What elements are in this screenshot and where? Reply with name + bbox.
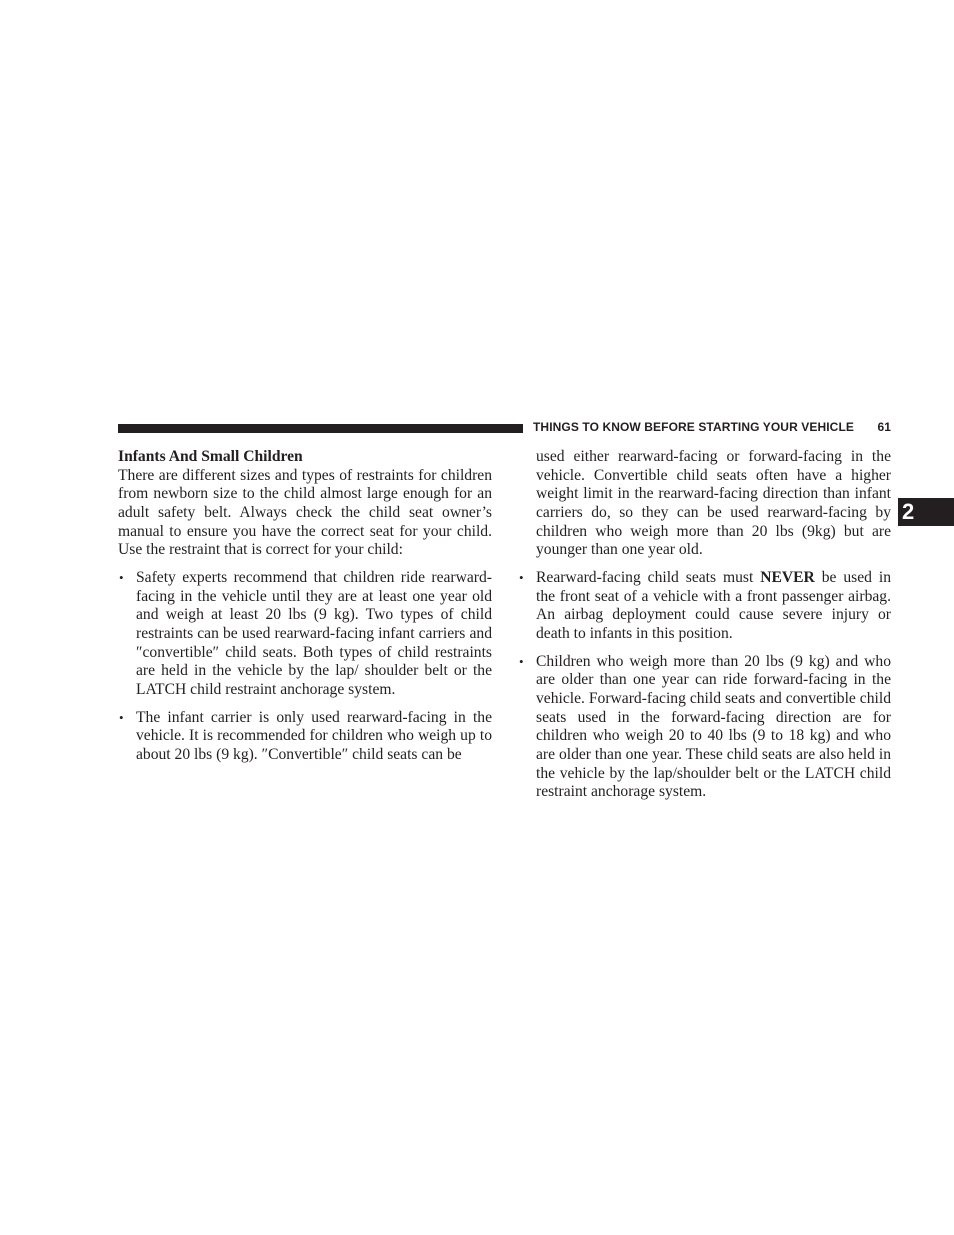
bullet-icon: •	[519, 653, 524, 669]
bullet-icon: •	[519, 569, 524, 585]
running-header-title: THINGS TO KNOW BEFORE STARTING YOUR VEHICLE	[533, 420, 854, 434]
bullet-icon: •	[119, 569, 124, 585]
right-bullet-list	[518, 569, 891, 802]
list-item	[518, 653, 891, 802]
list-item	[518, 569, 891, 644]
continued-paragraph: used either rearward-facing or forward-facing in the vehicle. Convertible child seats often have a higher weight limit in the rearward-facing direction than infant carriers do, so they can be used rearward-facing by children who weigh more than 20 lbs (9kg) but are younger than one year old.	[536, 448, 891, 559]
list-item-text: Children who weigh more than 20 lbs (9 kg) and who are older than one year can ride forward-facing in the vehicle. Forward-facing child seats and convertible child seats used in the forward-facing direction are for children who weigh 20 to 40 lbs (9 to 18 kg) and who are older than one year. These child seats are also held in the vehicle by the lap/shoulder belt or the LATCH child restraint anchorage system.	[536, 652, 891, 801]
running-header	[533, 420, 891, 435]
chapter-tab: 2	[898, 498, 954, 526]
list-item-text-before: Rearward-facing child seats must	[536, 568, 761, 586]
list-item-text: The infant carrier is only used rearward-facing in the vehicle. It is recommended for children who weigh up to about 20 lbs (9 kg). ″Convertible″ child seats can be	[136, 708, 492, 763]
bullet-icon: •	[119, 709, 124, 725]
list-item	[118, 709, 492, 765]
section-heading: Infants And Small Children	[118, 448, 303, 465]
list-item-text-after: be used in the front seat of a vehicle with a front passenger airbag. An airbag deployment could cause severe injury or death to infants in this position.	[536, 568, 891, 642]
left-bullet-list	[118, 569, 492, 765]
list-item-text: Safety experts recommend that children ride rearward-facing in the vehicle until they are at least one year old and weigh at least 20 lbs (9 kg). Two types of child restraints can be used rearward-facing infant carriers and ″convertible″ child seats. Both types of child restraints are held in the vehicle by the lap/ shoulder belt or the LATCH child restraint anchorage system.	[136, 568, 492, 698]
right-column	[518, 448, 891, 802]
header-rule	[118, 424, 523, 433]
list-item	[118, 569, 492, 700]
left-column	[118, 448, 492, 765]
intro-paragraph: There are different sizes and types of restraints for children from newborn size to the child almost large enough for an adult safety belt. Always check the child seat owner’s manual to ensure you have the correct seat for your child. Use the restraint that is correct for your child:	[118, 466, 492, 559]
page-number: 61	[877, 420, 891, 434]
never-emphasis: NEVER	[760, 568, 815, 586]
